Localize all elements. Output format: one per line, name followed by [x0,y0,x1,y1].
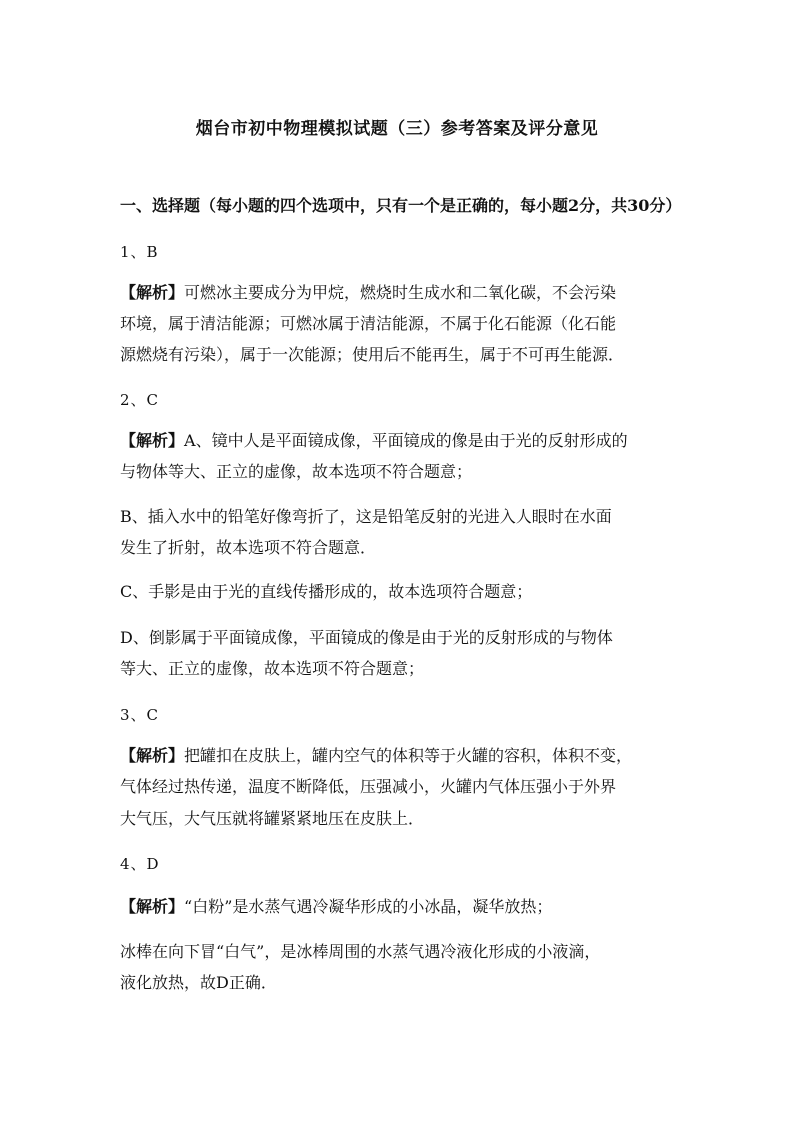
question-3-analysis-line-1 [120,746,632,766]
analysis-text: 可燃冰主要成分为甲烷，燃烧时生成水和二氧化碳，不会污染 [184,283,617,302]
question-2-analysis-line-6: D、倒影属于平面镜成像，平面镜成的像是由于光的反射形成的与物体 [120,628,613,647]
analysis-tag: 【解析】 [120,897,185,916]
question-2-analysis-line-5: C、手影是由于光的直线传播形成的，故本选项符合题意； [120,582,533,601]
question-3-analysis-line-3: 大气压，大气压就将罐紧紧地压在皮肤上． [120,809,425,828]
question-3-answer: 3、C [120,706,160,724]
analysis-tag: 【解析】 [120,431,185,450]
analysis-text: 把罐扣在皮肤上，罐内空气的体积等于火罐的容积，体积不变， [184,746,633,765]
question-1-analysis-line-3: 源燃烧有污染），属于一次能源；使用后不能再生，属于不可再生能源． [120,345,625,364]
analysis-text: A、镜中人是平面镜成像，平面镜成的像是由于光的反射形成的 [184,431,628,450]
question-4-answer: 4、D [120,855,160,873]
page-title: 烟台市初中物理模拟试题（三）参考答案及评分意见 [195,119,599,139]
question-2-analysis-line-3: B、插入水中的铅笔好像弯折了，这是铅笔反射的光进入人眼时在水面 [120,507,612,526]
analysis-tag: 【解析】 [120,283,185,302]
section-heading: 一、选择题（每小题的四个选项中，只有一个是正确的，每小题2分，共30分） [120,196,682,215]
question-2-analysis-line-7: 等大、正立的虚像，故本选项不符合题意； [120,659,425,678]
question-4-analysis-line-1 [120,897,552,917]
question-2-analysis-line-1 [120,431,628,451]
question-2-analysis-line-2: 与物体等大、正立的虚像，故本选项不符合题意； [120,462,473,481]
question-1-analysis-line-1 [120,283,616,303]
question-1-analysis-line-2: 环境，属于清洁能源；可燃冰属于清洁能源，不属于化石能源（化石能 [120,314,617,333]
analysis-tag: 【解析】 [120,746,185,765]
question-4-analysis-line-2: 冰棒在向下冒“白气”，是冰棒周围的水蒸气遇冷液化形成的小液滴， [120,942,601,961]
question-2-answer: 2、C [120,391,160,409]
question-3-analysis-line-2: 气体经过热传递，温度不断降低，压强减小，火罐内气体压强小于外界 [120,777,617,796]
question-1-answer: 1、B [120,243,159,261]
question-4-analysis-line-3: 液化放热，故D正确． [120,973,277,992]
question-2-analysis-line-4: 发生了折射，故本选项不符合题意． [120,538,377,557]
analysis-text: “白粉”是水蒸气遇冷凝华形成的小冰晶，凝华放热； [184,897,553,916]
